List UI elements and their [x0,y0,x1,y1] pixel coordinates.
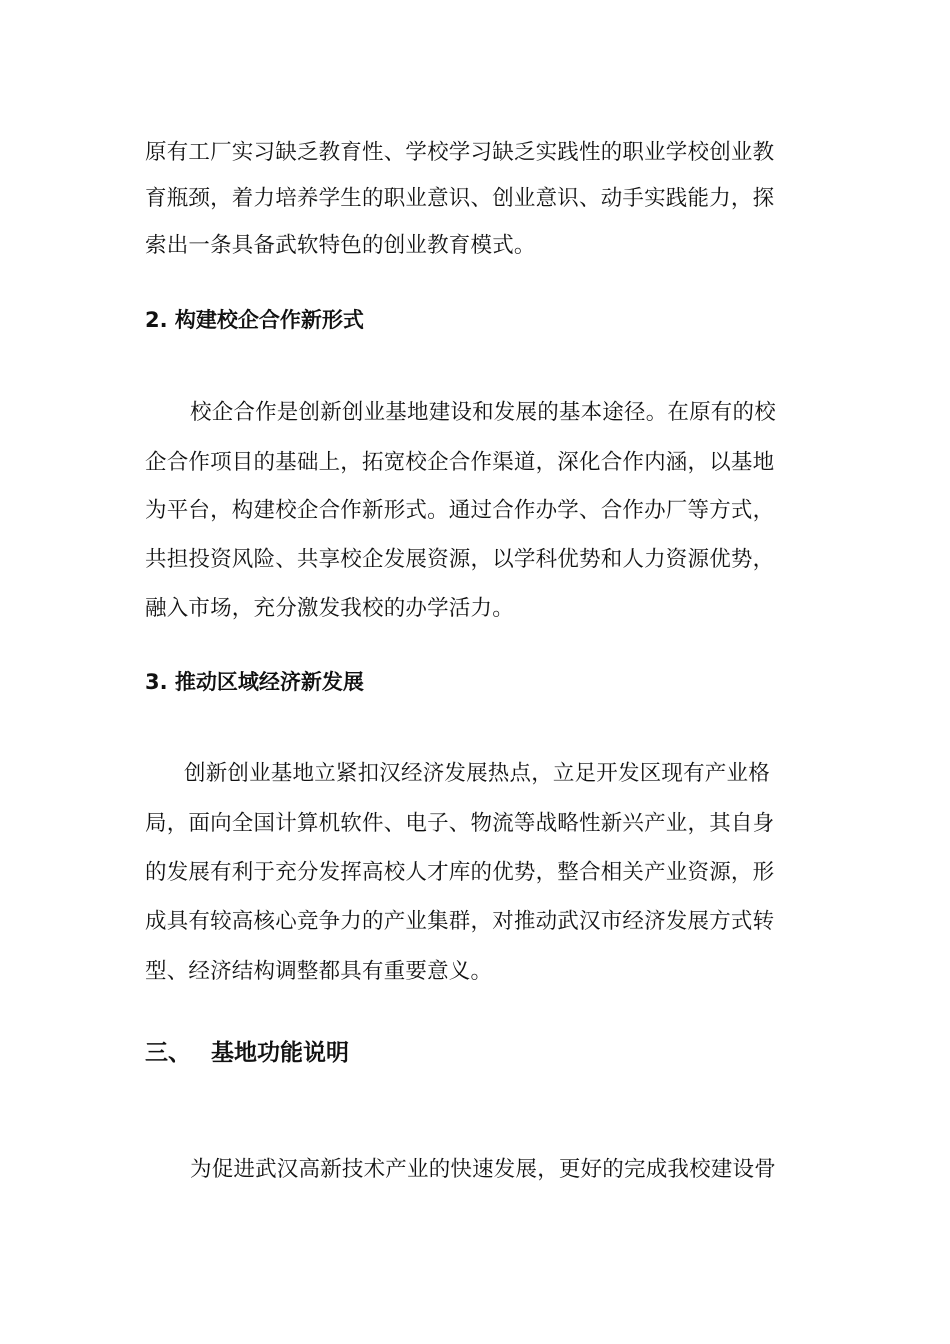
paragraph-line: 融入市场，充分激发我校的办学活力。 [145,596,514,621]
paragraph-line: 的发展有利于充分发挥高校人才库的优势，整合相关产业资源，形 [145,860,775,885]
paragraph-line: 索出一条具备武软特色的创业教育模式。 [145,233,536,258]
paragraph-line: 成具有较高核心竞争力的产业集群，对推动武汉市经济发展方式转 [145,909,775,934]
part-number: 三、 [145,1040,191,1066]
paragraph-line: 创新创业基地立紧扣汉经济发展热点，立足开发区现有产业格 [184,761,770,786]
part-heading-3 [145,1036,349,1070]
paragraph-line: 局，面向全国计算机软件、电子、物流等战略性新兴产业，其自身 [145,811,775,836]
part-title: 基地功能说明 [211,1040,349,1066]
section-heading-2: 2. 构建校企合作新形式 [145,308,364,332]
paragraph-line: 共担投资风险、共享校企发展资源，以学科优势和人力资源优势， [145,547,775,572]
section-heading-3: 3. 推动区域经济新发展 [145,670,364,694]
paragraph-line: 原有工厂实习缺乏教育性、学校学习缺乏实践性的职业学校创业教 [145,140,775,165]
paragraph-line: 为平台，构建校企合作新形式。通过合作办学、合作办厂等方式， [145,498,775,523]
paragraph-line: 育瓶颈，着力培养学生的职业意识、创业意识、动手实践能力，探 [145,186,775,211]
paragraph-line: 企合作项目的基础上，拓宽校企合作渠道，深化合作内涵，以基地 [145,450,775,475]
paragraph-line: 型、经济结构调整都具有重要意义。 [145,959,493,984]
paragraph-line: 校企合作是创新创业基地建设和发展的基本途径。在原有的校 [190,400,776,425]
paragraph-line: 为促进武汉高新技术产业的快速发展，更好的完成我校建设骨 [190,1157,776,1182]
